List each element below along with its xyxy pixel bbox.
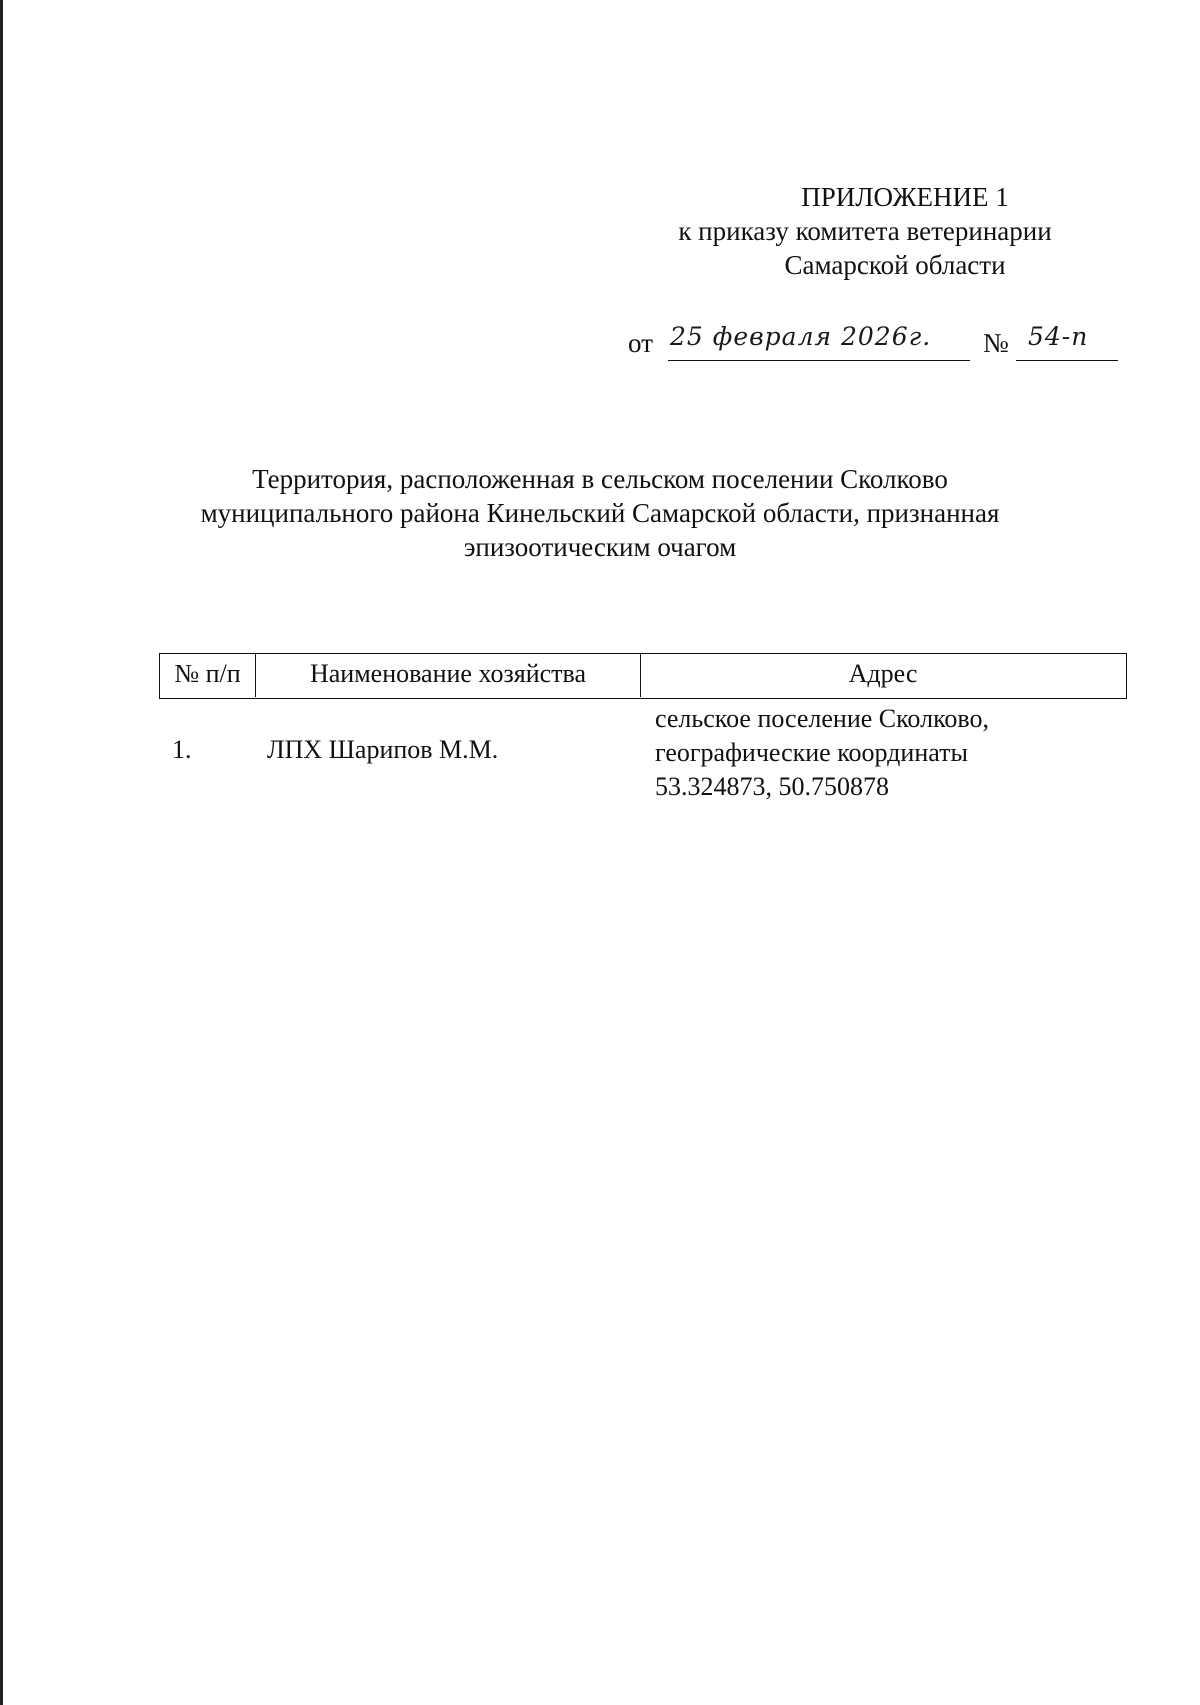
document-title-line-3: эпизоотическим очагом	[463, 532, 737, 562]
farm-table	[159, 653, 1127, 809]
header-number: № п/п	[160, 654, 256, 697]
row-address	[655, 702, 989, 804]
document-title-line-1: Территория, расположенная в сельском поселении Сколково	[252, 464, 948, 494]
table-row	[159, 699, 1127, 809]
order-from-label: от	[628, 328, 653, 358]
page-edge	[0, 0, 3, 1705]
order-reference	[628, 320, 1128, 364]
appendix-subtitle: к приказу комитета ветеринарии	[678, 216, 1052, 246]
header-address: Адрес	[848, 659, 918, 688]
order-number-handwritten: 54-п	[1028, 322, 1089, 351]
number-underline	[1016, 360, 1118, 361]
header-farm-name: Наименование хозяйства	[256, 654, 641, 697]
order-number-label: №	[983, 328, 1009, 358]
row-number: 1.	[172, 735, 192, 764]
order-date-handwritten: 25 февраля 2026г.	[670, 322, 932, 351]
appendix-region: Самарской области	[784, 250, 1006, 280]
document-title-line-2: муниципального района Кинельский Самарской области, признанная	[200, 498, 1000, 528]
address-line: географические координаты	[655, 738, 968, 767]
address-line: сельское поселение Сколково,	[655, 704, 989, 733]
date-underline	[668, 360, 970, 361]
appendix-header	[600, 180, 1130, 282]
address-line: 53.324873, 50.750878	[655, 772, 889, 801]
appendix-title: ПРИЛОЖЕНИЕ 1	[801, 182, 1009, 212]
document-title	[150, 462, 1050, 564]
row-farm-name: ЛПХ Шарипов М.М.	[267, 735, 499, 764]
table-header-row	[159, 653, 1127, 699]
